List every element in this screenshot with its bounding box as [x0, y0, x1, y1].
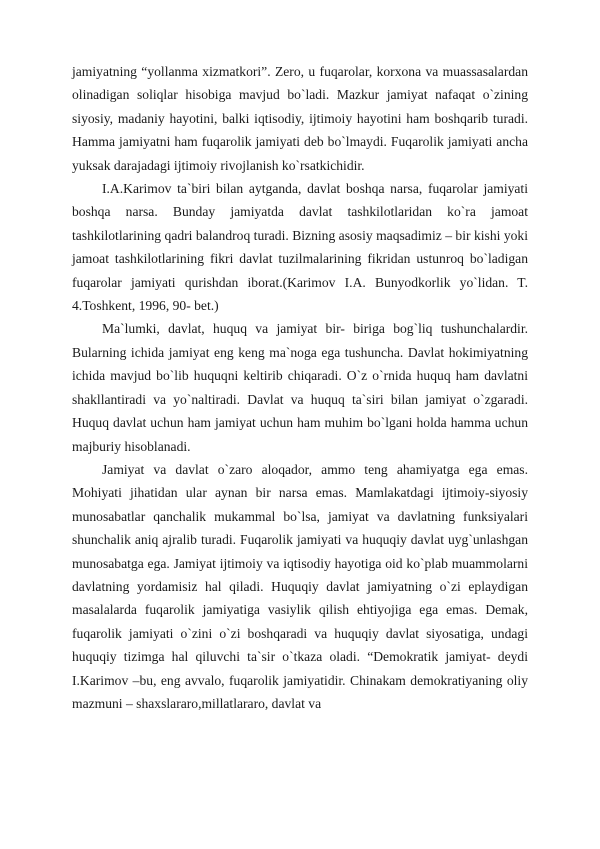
paragraph-state-law-society: Ma`lumki, davlat, huquq va jamiyat bir- biriga bog`liq tushunchalardir. Bularning ichida jamiyat eng keng ma`noga ega tushuncha. Davlat hokimiyatning ichida mavjud bo`lib huquqni keltirib chiqaradi. O`z o`rnida huquq ham davlatni shakllantiradi va yo`naltiradi. Davlat va huquq ta`siri bilan jamiyat o`zgaradi. Huquq davlat uchun ham jamiyat uchun ham muhim bo`lgani holda hamma uchun majburiy hisoblanadi. [72, 321, 528, 454]
paragraph-society-state-relation: Jamiyat va davlat o`zaro aloqador, ammo teng ahamiyatga ega emas. Mohiyati jihatidan ular aynan bir narsa emas. Mamlakatdagi ijtimoiy-siyosiy munosabatlar qanchalik mukammal bo`lsa, jamiyat va davlatning funksiyalari shunchalik aniq ajralib turadi. Fuqarolik jamiyati va huquqiy davlat uyg`unlashgan munosabatga ega. Jamiyat ijtimoiy va iqtisodiy hayotiga oid ko`plab muammolarni davlatning yordamisiz hal qiladi. Huquqiy davlat jamiyatning o`zi eplaydigan masalalarda fuqarolik jamiyatiga vasiylik qilish ehtiyojiga ega emas. Demak, fuqarolik jamiyati o`zini o`zi boshqaradi va huquqiy davlat siyosatiga, undagi huquqiy tizimga hal qiluvchi ta`sir o`tkaza oladi. “Demokratik jamiyat- deydi I.Karimov –bu, eng avvalo, fuqarolik jamiyatidir. Chinakam demokratiyaning oliy mazmuni – shaxslararo,millatlararo, davlat va [72, 461, 528, 711]
paragraph-civil-society-intro: jamiyatning “yollanma xizmatkori”. Zero, u fuqarolar, korxona va muassasalardan olinadigan soliqlar hisobiga mavjud bo`ladi. Mazkur jamiyat nafaqat o`zining siyosiy, madaniy hayotini, balki iqtisodiy, ijtimoiy hayotini ham boshqarib turadi. Hamma jamiyatni ham fuqarolik jamiyati deb bo`lmaydi. Fuqarolik jamiyati ancha yuksak darajadagi ijtimoiy rivojlanish ko`rsatkichidir. [72, 64, 528, 173]
document-page [72, 60, 528, 715]
paragraph-karimov-quote: I.A.Karimov ta`biri bilan aytganda, davlat boshqa narsa, fuqarolar jamiyati boshqa narsa. Bunday jamiyatda davlat tashkilotlaridan ko`ra jamoat tashkilotlarining qadri balandroq turadi. Bizning asosiy maqsadimiz – bir kishi yoki jamoat tashkilotlarining fikri davlat tuzilmalarining fikridan ustunroq bo`ladigan fuqarolar jamiyati qurishdan iborat.(Karimov I.A. Bunyodkorlik yo`lidan. T. 4.Toshkent, 1996, 90- bet.) [72, 181, 528, 314]
